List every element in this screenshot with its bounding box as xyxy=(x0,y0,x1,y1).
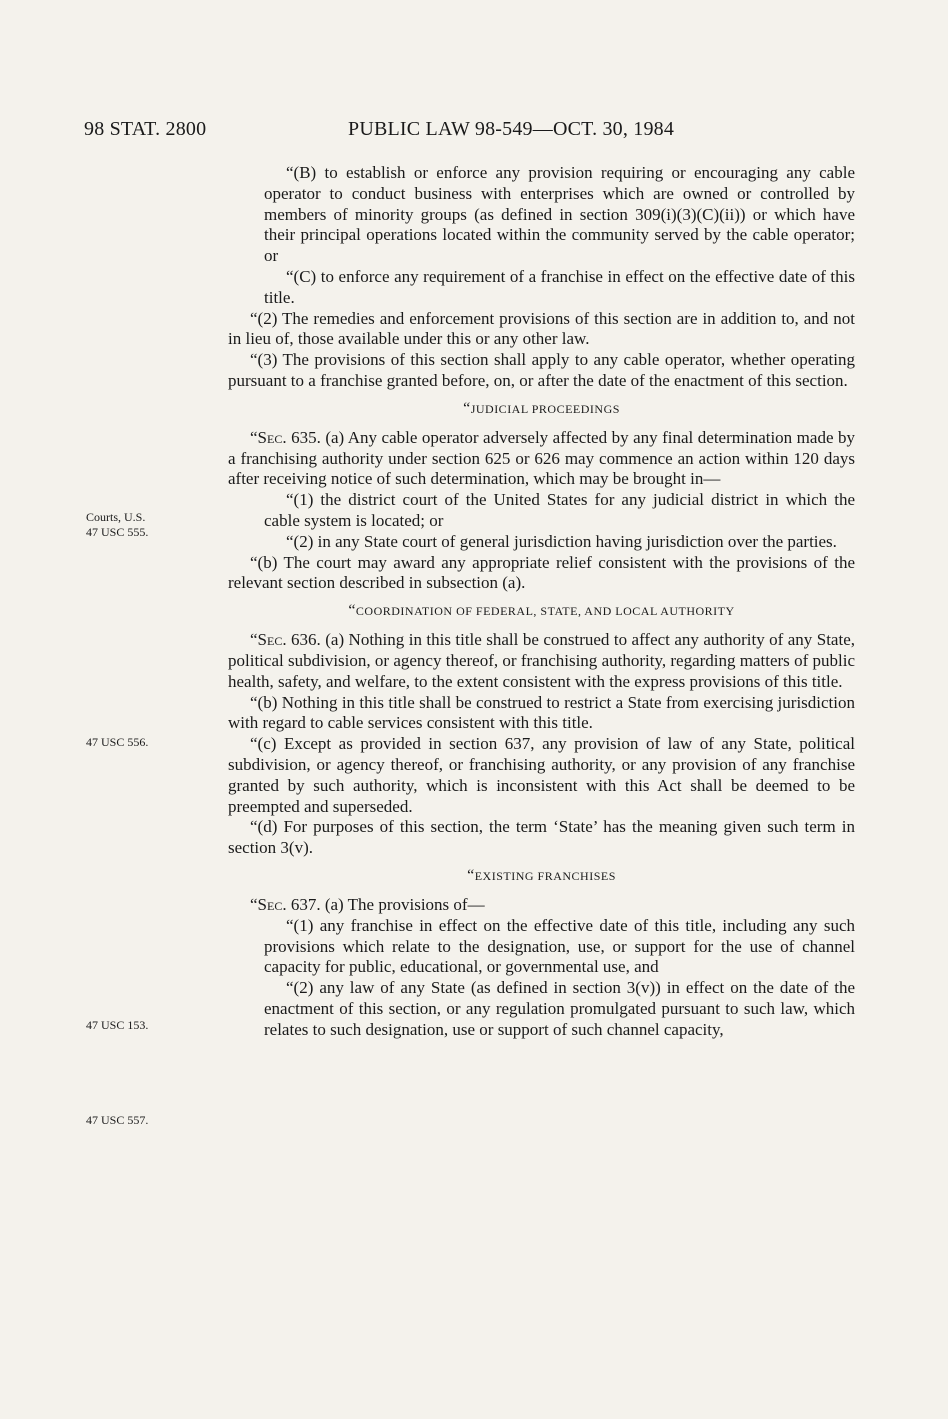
margin-note-47usc153: 47 USC 153. xyxy=(86,1018,149,1032)
section-636-a xyxy=(228,630,855,692)
heading-judicial-quote: “ xyxy=(463,399,471,417)
section-636-c: “(c) Except as provided in section 637, any provision of law of any State, political subdivision, or agency thereof, or franchising authority, or any provision of any franchise granted by such authority, which is inconsistent with this Act shall be deemed to be preempted and superseded. xyxy=(228,734,855,816)
section-636-label: Sec xyxy=(257,630,283,650)
section-635-quote: “ xyxy=(250,427,258,447)
section-637-quote: “ xyxy=(250,894,258,914)
margin-note-47usc556: 47 USC 556. xyxy=(86,735,149,749)
heading-judicial-text: JUDICIAL PROCEEDINGS xyxy=(470,401,620,416)
section-636-text: . 636. (a) Nothing in this title shall be construed to affect any authority of any State, political subdivision, or agency thereof, or franchising authority, regarding matters of public health, safety, and welfare, to the extent consistent with the express provisions of this title. xyxy=(228,630,855,691)
stat-reference: 98 STAT. 2800 xyxy=(84,118,207,140)
section-637-clause-1: “(1) any franchise in effect on the effective date of this title, including any such provisions which relate to the designation, use, or support for the use of channel capacity for public, educational, or governmental use, and xyxy=(264,915,855,977)
section-635-label: Sec xyxy=(257,427,283,447)
margin-note-courts-label: Courts, U.S. xyxy=(86,510,146,524)
section-637-clause-2: “(2) any law of any State (as defined in section 3(v)) in effect on the date of the enactment of this section, or any regulation promulgated pursuant to such law, which relates to such designation, use or support of such channel capacity, xyxy=(264,978,855,1039)
section-635-text: . 635. (a) Any cable operator adversely affected by any final determination made by a franchising authority under section 625 or 626 may commence an action within 120 days after receiving notice of such determination, which may be brought in— xyxy=(228,427,855,489)
section-637-text: . 637. (a) The provisions of— xyxy=(282,894,485,914)
heading-judicial-proceedings xyxy=(228,401,855,417)
section-636-quote: “ xyxy=(250,630,258,650)
margin-note-47usc557: 47 USC 557. xyxy=(86,1113,149,1127)
paragraph-b-minority-enterprises: “(B) to establish or enforce any provision requiring or encouraging any cable operator to conduct business with enterprises which are owned or controlled by members of minority groups (as defined in section 309(i)(3)(C)(ii)) or which have their principal operations located within the community served by the cable operator; or xyxy=(264,163,855,266)
paragraph-c-franchise-requirement: “(C) to enforce any requirement of a franchise in effect on the effective date of this title. xyxy=(264,266,855,307)
section-636-d: “(d) For purposes of this section, the term ‘State’ has the meaning given such term in section 3(v). xyxy=(228,817,855,858)
margin-note-47usc555: 47 USC 555. xyxy=(86,525,149,539)
margin-note-courts xyxy=(86,510,148,540)
section-635-clause-1: “(1) the district court of the United States for any judicial district in which the cable system is located; or xyxy=(264,490,855,530)
section-637-label: Sec xyxy=(257,894,283,914)
section-635-clause-2: “(2) in any State court of general jurisdiction having jurisdiction over the parties. xyxy=(286,531,837,551)
statute-text xyxy=(228,163,855,1040)
paragraph-2-remedies: “(2) The remedies and enforcement provisions of this section are in addition to, and not in lieu of, those available under this or any other law. xyxy=(228,308,855,349)
page-header xyxy=(84,118,856,148)
heading-coordination-quote: “ xyxy=(348,602,356,620)
section-635-b: “(b) The court may award any appropriate relief consistent with the provisions of the relevant section described in subsection (a). xyxy=(228,552,855,593)
heading-existing-text: EXISTING FRANCHISES xyxy=(474,868,616,883)
section-637-a xyxy=(228,895,855,916)
public-law-reference: PUBLIC LAW 98-549—OCT. 30, 1984 xyxy=(348,118,675,140)
heading-coordination-text: COORDINATION OF FEDERAL, STATE, AND LOCAL AUTHORITY xyxy=(355,604,735,619)
heading-existing-quote: “ xyxy=(467,866,475,884)
paragraph-3-applicability: “(3) The provisions of this section shall apply to any cable operator, whether operating pursuant to a franchise granted before, on, or after the date of the enactment of this section. xyxy=(228,350,855,390)
section-636-b: “(b) Nothing in this title shall be construed to restrict a State from exercising jurisdiction with regard to cable services consistent with this title. xyxy=(228,692,855,733)
heading-coordination-authority xyxy=(228,603,855,619)
section-635-a xyxy=(228,428,855,490)
heading-existing-franchises xyxy=(228,868,855,884)
